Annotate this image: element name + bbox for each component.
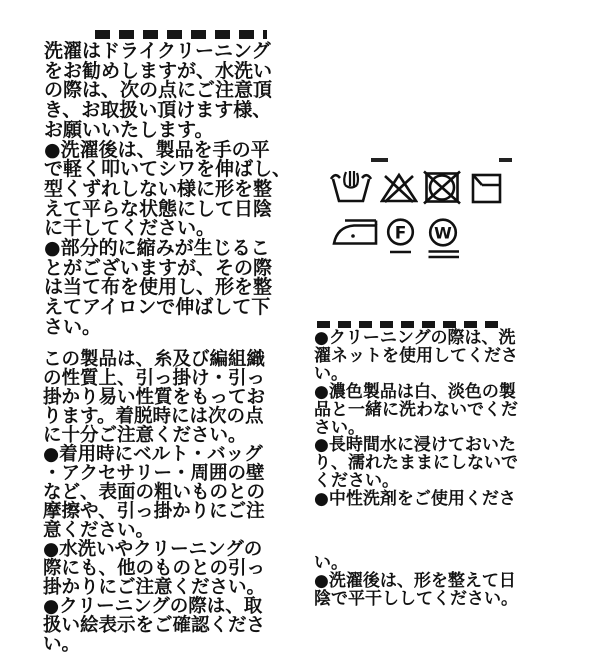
- text-line: さい。: [314, 417, 365, 438]
- text-line: など、表面の粗いものとの: [43, 482, 266, 503]
- text-line: とがございますが、その際: [44, 256, 273, 279]
- text-line: ●濃色製品は白、淡色の製: [314, 381, 516, 402]
- text-line: ●洗濯後は、製品を手の平: [44, 138, 270, 161]
- text-line: の際は、次の点にご注意頂: [44, 79, 273, 102]
- text-line: い。: [43, 634, 81, 655]
- text-line: 掛かり易い性質をもってお: [43, 387, 266, 408]
- wet-clean-letter: W: [434, 223, 452, 243]
- text-line: ●クリーニングの際は、取: [43, 596, 263, 617]
- dry-flat-in-shade-icon: [471, 173, 502, 204]
- text-line: 際にも、他のものとの引っ: [43, 558, 266, 579]
- text-line: 洗濯はドライクリーニング: [44, 40, 271, 62]
- text-line: ●クリーニングの際は、洗: [314, 328, 516, 348]
- clipped-text-fragment: [371, 158, 388, 162]
- text-line: 型くずれしない様に形を整: [44, 177, 273, 200]
- clipped-text-line: [317, 321, 500, 328]
- text-line: い。: [314, 363, 348, 384]
- text-line: えて平らな状態にして日陰: [44, 197, 273, 220]
- text-line: ります。着脱時には次の点: [43, 406, 264, 427]
- text-line: ●洗濯後は、形を整えて日: [314, 571, 516, 592]
- text-line: に十分ご注意ください。: [43, 425, 247, 446]
- text-line: ください。: [314, 471, 399, 492]
- text-line: ●水洗いやクリーニングの: [43, 539, 263, 560]
- text-line: 品と一緒に洗わないでくだ: [314, 399, 518, 420]
- text-line: この製品は、糸及び編組織: [43, 349, 266, 370]
- text-line: 摩擦や、引っ掛かりにご注: [43, 501, 265, 522]
- cleaning-notes-paragraph: [314, 330, 518, 509]
- text-line: は当て布を使用し、形を整: [44, 276, 273, 299]
- text-line: ・アクセサリー・周囲の壁: [43, 463, 265, 484]
- text-line: ●着用時にベルト・バッグ: [43, 444, 263, 465]
- text-line: 陰で平干ししてください。: [314, 589, 518, 610]
- text-line: 扱い絵表示をご確認くださ: [43, 615, 266, 636]
- text-line: えてアイロンで伸ばして下: [44, 296, 271, 319]
- text-line: い。: [314, 553, 348, 573]
- do-not-tumble-dry-icon: [422, 170, 462, 205]
- hand-wash-icon: [330, 170, 372, 203]
- text-line: に干してください。: [44, 217, 216, 240]
- text-line: さい。: [44, 315, 102, 338]
- text-line: 濯ネットを使用してくださ: [314, 345, 518, 366]
- dry-clean-F-icon: [385, 218, 416, 255]
- do-not-bleach-icon: [380, 172, 418, 204]
- text-line: の性質上、引っ掛け・引っ: [43, 368, 266, 389]
- text-line: で軽く叩いてシワを伸ばし、: [44, 158, 292, 181]
- iron-low-heat-icon: [331, 218, 379, 247]
- text-line: をお勧めしますが、水洗い: [44, 59, 273, 82]
- text-line: 掛かりにご注意ください。: [43, 577, 266, 598]
- washing-notes-paragraph: [44, 42, 291, 338]
- text-line: ●中性洗剤をご使用くださ: [314, 489, 516, 510]
- clipped-text-fragment: [499, 158, 512, 162]
- clipped-text-line: [95, 30, 267, 39]
- text-line: 意ください。: [43, 520, 155, 541]
- snagging-notes-paragraph: [43, 350, 265, 654]
- text-line: き、お取扱い頂けます様、: [44, 99, 272, 122]
- wet-clean-W-icon: [427, 218, 462, 260]
- dry-clean-letter: F: [394, 223, 407, 244]
- drying-notes-paragraph: [314, 554, 518, 609]
- text-line: ●部分的に縮みが生じるこ: [44, 237, 270, 260]
- text-line: り、濡れたままにしないで: [314, 453, 518, 474]
- text-line: お願いいたします。: [44, 118, 214, 141]
- text-line: ●長時間水に浸けておいた: [314, 435, 516, 456]
